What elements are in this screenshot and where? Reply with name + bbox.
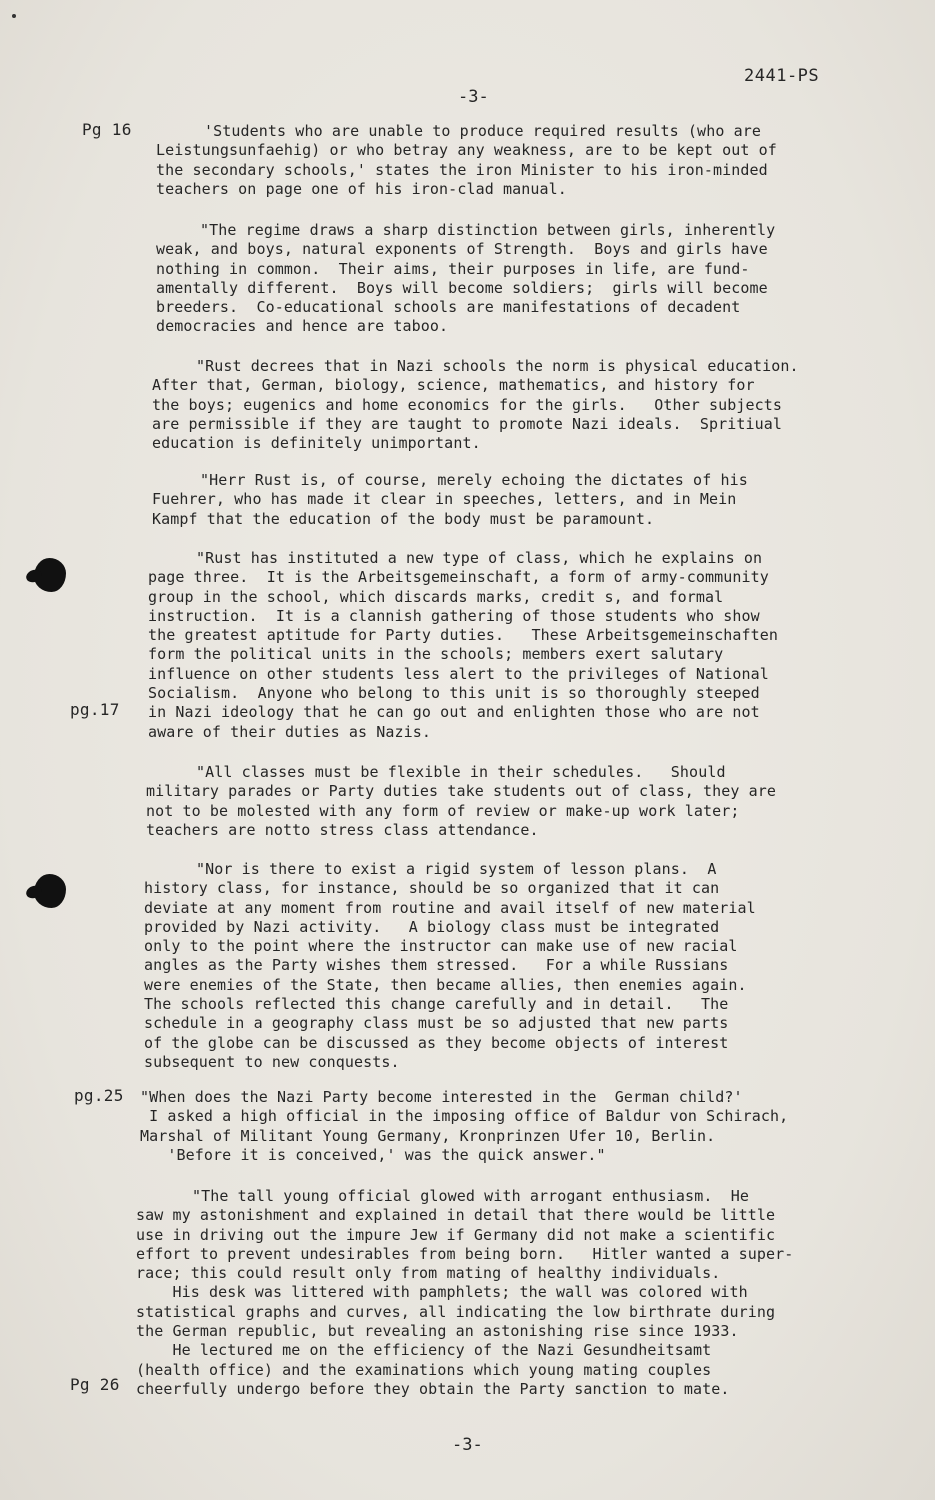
text-line: form the political units in the schools; members exert salutary <box>148 645 724 664</box>
text-line: use in driving out the impure Jew if Germany did not make a scientific <box>136 1225 776 1244</box>
text-line: education is definitely unimportant. <box>152 434 481 453</box>
margin-note-pg25: pg.25 <box>74 1086 124 1105</box>
text-line: "When does the Nazi Party become interested in the German child?' <box>140 1088 743 1106</box>
corner-mark <box>12 14 16 18</box>
paragraph <box>156 122 777 199</box>
text-line: history class, for instance, should be so organized that it can <box>144 879 720 898</box>
text-line: nothing in common. Their aims, their purposes in life, are fund- <box>156 259 750 278</box>
paragraph <box>152 357 799 453</box>
text-line: Kampf that the education of the body must be paramount. <box>152 509 655 528</box>
text-line: the German republic, but revealing an astonishing rise since 1933. <box>136 1322 739 1341</box>
text-line: schedule in a geography class must be so adjusted that new parts <box>144 1014 729 1033</box>
paragraph <box>156 221 775 337</box>
text-line: not to be molested with any form of review or make-up work later; <box>146 801 740 820</box>
text-line: military parades or Party duties take students out of class, they are <box>146 782 777 801</box>
text-line: After that, German, biology, science, mathematics, and history for <box>152 376 755 395</box>
text-line: page three. It is the Arbeitsgemeinschaft, a form of army-community <box>148 568 769 587</box>
punch-hole-upper <box>34 558 66 592</box>
text-line: "All classes must be flexible in their schedules. Should <box>196 763 726 781</box>
paragraph <box>140 1088 788 1165</box>
margin-note-pg26: Pg 26 <box>70 1375 120 1394</box>
text-line: He lectured me on the efficiency of the Nazi Gesundheitsamt <box>136 1341 712 1360</box>
text-line: 'Before it is conceived,' was the quick answer." <box>140 1145 606 1164</box>
text-line: (health office) and the examinations which young mating couples <box>136 1360 712 1379</box>
text-line: "Herr Rust is, of course, merely echoing the dictates of his <box>200 471 748 489</box>
text-line: of the globe can be discussed as they become objects of interest <box>144 1033 729 1052</box>
text-line: Fuehrer, who has made it clear in speeches, letters, and in Mein <box>152 490 737 509</box>
text-line: cheerfully undergo before they obtain the Party sanction to mate. <box>136 1379 730 1398</box>
text-line: amentally different. Boys will become soldiers; girls will become <box>156 278 768 297</box>
text-line: were enemies of the State, then became allies, then enemies again. <box>144 975 747 994</box>
text-line: subsequent to new conquests. <box>144 1052 400 1071</box>
text-line: the boys; eugenics and home economics for the girls. Other subjects <box>152 395 783 414</box>
text-line: "Nor is there to exist a rigid system of lesson plans. A <box>196 860 717 878</box>
text-line: in Nazi ideology that he can go out and enlighten those who are not <box>148 703 760 722</box>
text-line: breeders. Co-educational schools are manifestations of decadent <box>156 298 741 317</box>
text-line: 'Students who are unable to produce required results (who are <box>204 122 761 140</box>
text-line: the secondary schools,' states the iron Minister to his iron-minded <box>156 160 768 179</box>
text-line: race; this could result only from mating of healthy individuals. <box>136 1264 721 1283</box>
text-line: deviate at any moment from routine and avail itself of new material <box>144 898 756 917</box>
text-line: teachers are notto stress class attendance. <box>146 820 539 839</box>
text-line: "Rust has instituted a new type of class, which he explains on <box>196 549 763 567</box>
page-number-bottom: -3- <box>452 1435 483 1455</box>
text-line: aware of their duties as Nazis. <box>148 722 432 741</box>
text-line: effort to prevent undesirables from being born. Hitler wanted a super- <box>136 1244 794 1263</box>
margin-note-pg17: pg.17 <box>70 700 120 719</box>
text-line: group in the school, which discards marks, credit s, and formal <box>148 587 724 606</box>
text-line: Socialism. Anyone who belong to this unit is so thoroughly steeped <box>148 684 760 703</box>
text-line: "The regime draws a sharp distinction between girls, inherently <box>200 221 776 239</box>
text-line: I asked a high official in the imposing office of Baldur von Schirach, <box>140 1107 789 1126</box>
paragraph <box>136 1187 793 1399</box>
text-line: influence on other students less alert to the privileges of National <box>148 664 769 683</box>
punch-hole-lower <box>34 874 66 908</box>
text-line: "The tall young official glowed with arrogant enthusiasm. He <box>192 1187 749 1205</box>
text-line: His desk was littered with pamphlets; the wall was colored with <box>136 1283 748 1302</box>
text-line: angles as the Party wishes them stressed. For a while Russians <box>144 956 729 975</box>
text-line: only to the point where the instructor can make use of new racial <box>144 937 738 956</box>
text-line: The schools reflected this change carefully and in detail. The <box>144 995 729 1014</box>
paragraph <box>146 763 776 840</box>
text-line: weak, and boys, natural exponents of Strength. Boys and girls have <box>156 240 768 259</box>
text-line: provided by Nazi activity. A biology class must be integrated <box>144 917 720 936</box>
paragraph <box>152 471 748 529</box>
text-line: the greatest aptitude for Party duties. These Arbeitsgemeinschaften <box>148 626 779 645</box>
paragraph <box>144 860 756 1072</box>
text-line: "Rust decrees that in Nazi schools the norm is physical education. <box>196 357 799 375</box>
page-number-top: -3- <box>458 87 489 107</box>
paragraph <box>148 549 778 742</box>
text-line: democracies and hence are taboo. <box>156 317 449 336</box>
document-id: 2441-PS <box>744 66 820 86</box>
text-line: are permissible if they are taught to promote Nazi ideals. Spritiual <box>152 414 783 433</box>
margin-note-pg16: Pg 16 <box>82 120 132 139</box>
text-line: Leistungsunfaehig) or who betray any weakness, are to be kept out of <box>156 141 777 160</box>
text-line: teachers on page one of his iron-clad manual. <box>156 179 567 198</box>
text-line: statistical graphs and curves, all indicating the low birthrate during <box>136 1302 776 1321</box>
text-line: instruction. It is a clannish gathering of those students who show <box>148 606 760 625</box>
text-line: Marshal of Militant Young Germany, Kronprinzen Ufer 10, Berlin. <box>140 1126 716 1145</box>
text-line: saw my astonishment and explained in detail that there would be little <box>136 1206 776 1225</box>
